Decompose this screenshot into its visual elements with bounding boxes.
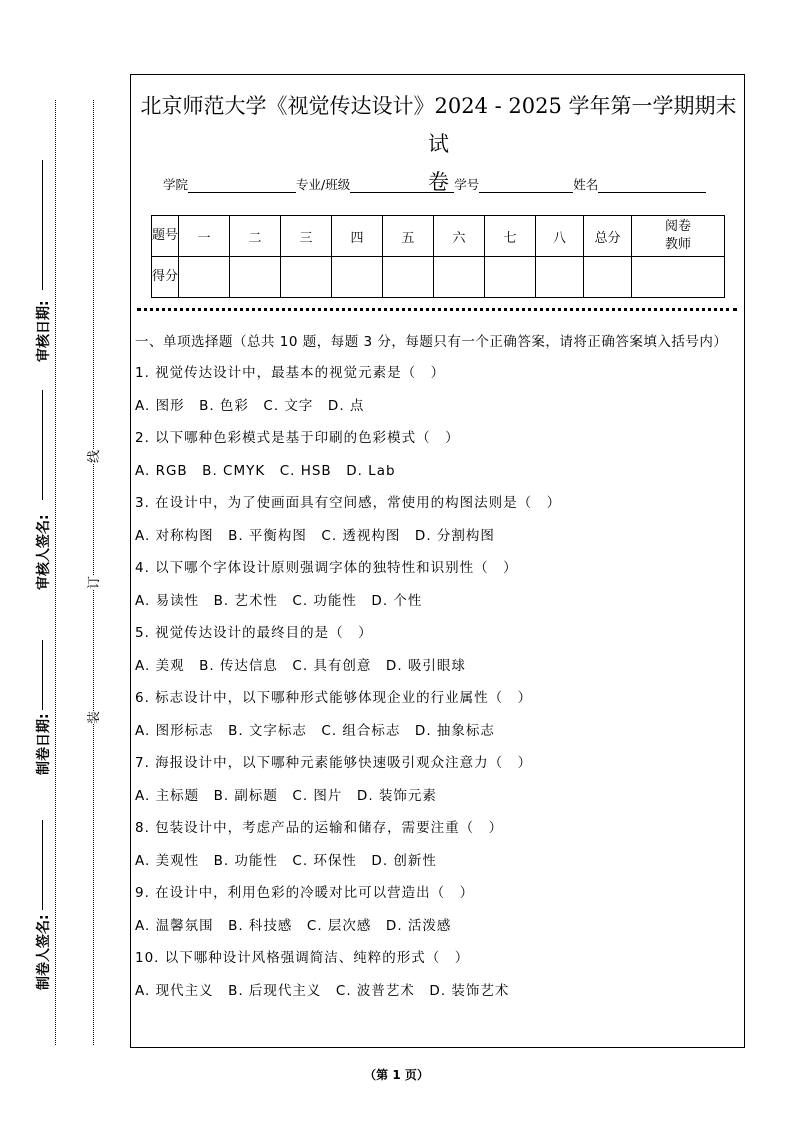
question-options: A. 现代主义 B. 后现代主义 C. 波普艺术 D. 装饰艺术 (135, 983, 510, 999)
dotted-separator (137, 308, 737, 311)
header-cell: 二 (230, 216, 281, 257)
score-cell[interactable] (179, 257, 230, 298)
student-id-label: 学号 (454, 177, 480, 192)
question-text: 3. 在设计中，为了使画面具有空间感，常使用的构图法则是（ ） (135, 495, 562, 511)
section-single-choice (135, 331, 741, 1011)
review-date-line (42, 160, 43, 290)
exam-title-line1: 北京师范大学《视觉传达设计》2024 - 2025 学年第一学期期末试 (140, 94, 737, 156)
name-label: 姓名 (573, 177, 599, 192)
question-list (135, 361, 741, 1011)
dotted-line (93, 100, 94, 1045)
header-cell: 七 (485, 216, 536, 257)
name-field[interactable] (598, 178, 706, 193)
row-label-question-no: 题号 (152, 216, 179, 257)
section-heading: 一、单项选择题（总共 10 题，每题 3 分，每题只有一个正确答案，请将正确答案填入括号内） (135, 334, 728, 350)
major-class-label: 专业/班级 (296, 177, 351, 192)
question-options: A. 美观 B. 传达信息 C. 具有创意 D. 吸引眼球 (135, 658, 466, 674)
exam-title-line2: 卷 (428, 170, 449, 194)
binding-mark-zhuang: 装 (81, 711, 104, 724)
score-cell[interactable] (332, 257, 383, 298)
reviewer-sign-line (42, 390, 43, 500)
major-class-field[interactable] (350, 178, 454, 193)
header-cell: 五 (383, 216, 434, 257)
header-cell: 八 (536, 216, 584, 257)
make-date-label: 制卷日期: (36, 713, 52, 775)
binding-margin (0, 0, 120, 1122)
header-cell-grader: 阅卷教师 (632, 216, 725, 257)
header-cell: 六 (434, 216, 485, 257)
score-table-header-row (152, 216, 725, 257)
question-text: 5. 视觉传达设计的最终目的是（ ） (135, 625, 373, 641)
score-table-score-row (152, 257, 725, 298)
question-text: 1. 视觉传达设计中，最基本的视觉元素是（ ） (135, 365, 446, 381)
binding-mark-line: 线 (81, 450, 104, 463)
question-options: A. 图形 B. 色彩 C. 文字 D. 点 (135, 398, 365, 414)
page-number: （第 1 页） (364, 1068, 429, 1082)
score-cell[interactable] (485, 257, 536, 298)
score-cell[interactable] (536, 257, 584, 298)
score-cell[interactable] (281, 257, 332, 298)
question-text: 10. 以下哪种设计风格强调简洁、纯粹的形式（ ） (135, 950, 470, 966)
college-field[interactable] (188, 178, 296, 193)
score-cell[interactable] (230, 257, 281, 298)
question-options: A. RGB B. CMYK C. HSB D. Lab (135, 463, 396, 479)
header-cell: 三 (281, 216, 332, 257)
score-cell-total[interactable] (584, 257, 632, 298)
question-options: A. 图形标志 B. 文字标志 C. 组合标志 D. 抽象标志 (135, 723, 495, 739)
review-date-label: 审核日期: (36, 300, 52, 362)
header-cell: 四 (332, 216, 383, 257)
reviewer-sign-label: 审核人签名: (36, 514, 52, 590)
question-options: A. 易读性 B. 艺术性 C. 功能性 D. 个性 (135, 593, 423, 609)
question-options: A. 温馨氛围 B. 科技感 C. 层次感 D. 活泼感 (135, 918, 452, 934)
header-cell: 一 (179, 216, 230, 257)
question-text: 6. 标志设计中，以下哪种形式能够体现企业的行业属性（ ） (135, 690, 533, 706)
student-info-row (163, 175, 706, 193)
maker-sign-line (42, 820, 43, 910)
maker-sign-label: 制卷人签名: (36, 914, 52, 990)
row-label-score: 得分 (152, 257, 179, 298)
score-table (151, 215, 725, 298)
score-cell-grader[interactable] (632, 257, 725, 298)
binding-mark-ding: 订 (81, 576, 104, 589)
score-cell[interactable] (383, 257, 434, 298)
question-text: 7. 海报设计中，以下哪种元素能够快速吸引观众注意力（ ） (135, 755, 533, 771)
header-cell-total: 总分 (584, 216, 632, 257)
question-text: 8. 包装设计中，考虑产品的运输和储存，需要注重（ ） (135, 820, 504, 836)
question-options: A. 美观性 B. 功能性 C. 环保性 D. 创新性 (135, 853, 437, 869)
make-date-line (42, 640, 43, 710)
question-text: 4. 以下哪个字体设计原则强调字体的独特性和识别性（ ） (135, 560, 518, 576)
question-text: 9. 在设计中，利用色彩的冷暖对比可以营造出（ ） (135, 885, 475, 901)
score-cell[interactable] (434, 257, 485, 298)
college-label: 学院 (163, 177, 189, 192)
question-text: 2. 以下哪种色彩模式是基于印刷的色彩模式（ ） (135, 430, 460, 446)
question-options: A. 主标题 B. 副标题 C. 图片 D. 装饰元素 (135, 788, 437, 804)
student-id-field[interactable] (479, 178, 573, 193)
exam-frame (130, 74, 745, 1048)
dotted-line (55, 100, 56, 1045)
question-options: A. 对称构图 B. 平衡构图 C. 透视构图 D. 分割构图 (135, 528, 495, 544)
